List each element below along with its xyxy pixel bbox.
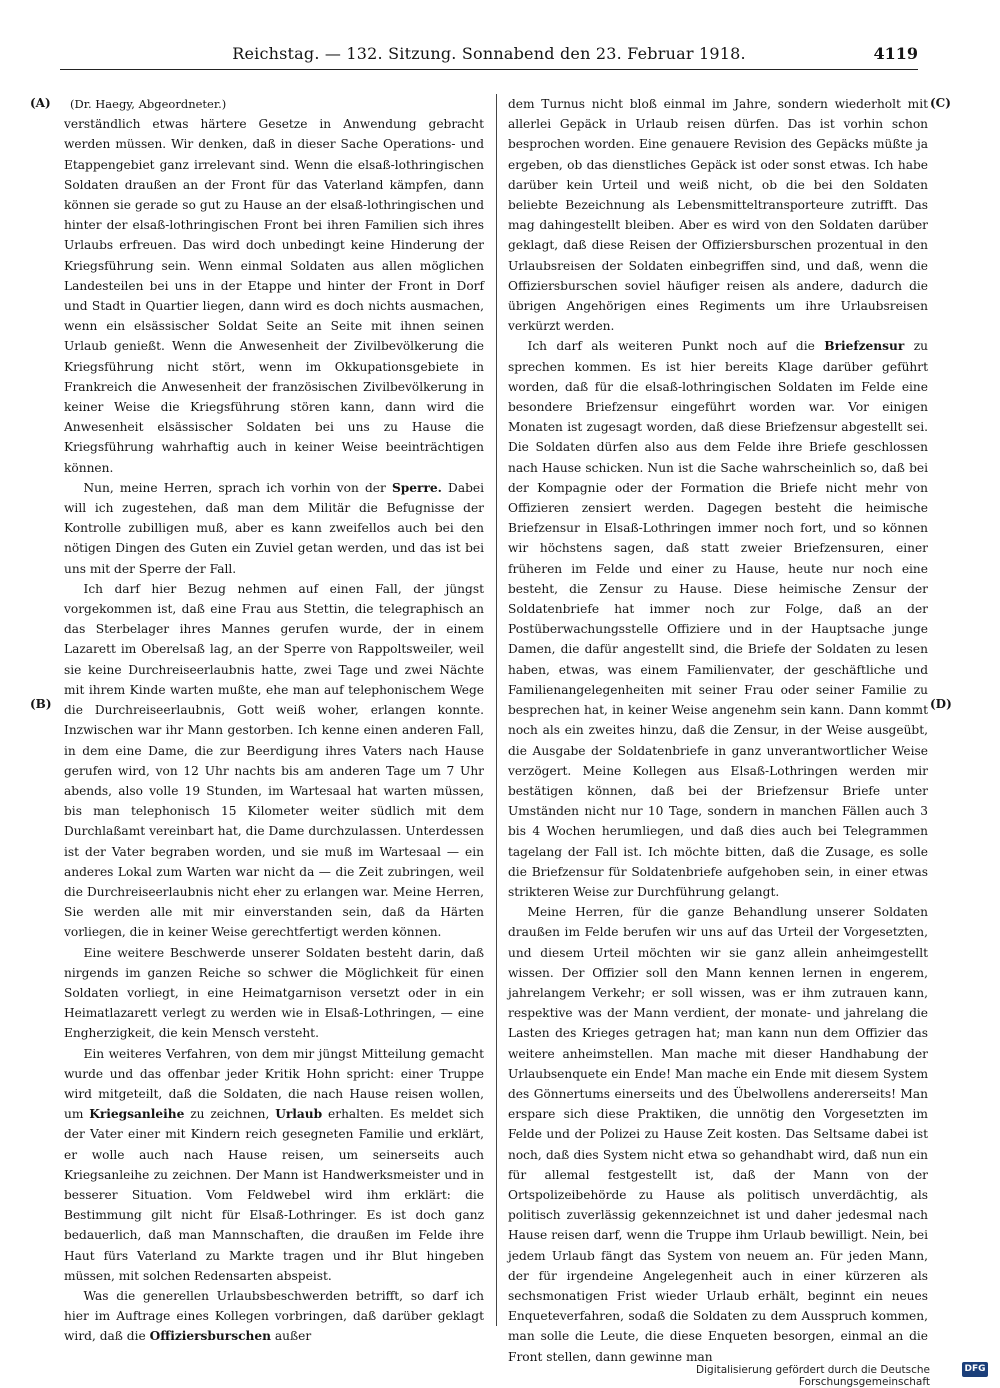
digitization-credit: Digitalisierung gefördert durch die Deutsche Forschungsgemeinschaft	[696, 1364, 930, 1388]
emphasis: Urlaub	[275, 1107, 323, 1122]
paragraph: Ich darf hier Bezug nehmen auf einen Fall, der jüngst vorgekommen ist, daß eine Frau aus Stettin, die telegraphisch an das Sterbelager ihres Mannes gerufen wurde, der in einem Lazarett im Oberelsaß lag, an der Sperre von Rappoltsweiler, weil sie keine Durchreiseerlaubnis hatte, zwei Tage und zwei Nächte mit ihrem Kinde warten mußte, ehe man auf telephonischem Wege die Durchreiseerlaubnis, Gott weiß woher, erlangen konnte. Inzwischen war ihr Mann gestorben. Ich kenne einen anderen Fall, in dem eine Dame, die zur Beerdigung ihres Vaters nach Hause gerufen wird, von 12 Uhr nachts bis am anderen Tage um 7 Uhr abends, also volle 19 Stunden, im Wartesaal hat warten müssen, bis man telephonisch 15 Kilometer weiter südlich mit dem Durchlaßamt vereinbart hat, die Dame durchzulassen. Unterdessen ist der Vater begraben worden, und sie muß im Wartesaal — ein anderes Lokal zum Warten war nicht da — die Zeit zubringen, weil die Durchreiseerlaubnis nicht eher zu erlangen war. Meine Herren, Sie werden alle mit mir einverstanden sein, daß da Härten vorliegen, die in keiner Weise gerechtfertigt werden können.	[64, 581, 484, 940]
page-number: 4119	[873, 44, 918, 63]
right-column	[508, 94, 928, 1364]
running-header	[60, 44, 918, 68]
paragraph: verständlich etwas härtere Gesetze in Anwendung gebracht werden müssen. Wir denken, daß in dieser Sache Operations- und Etappengebiet ganz irrelevant sind. Wenn die elsaß-lothringischen Soldaten draußen an der Front für das Vaterland kämpfen, dann können sie gerade so gut zu Hause an der elsaß-lothringischen und hinter der elsaß-lothringischen Front bei ihren Familien sich ihres Urlaubs erfreuen. Das wird doch unbedingt keine Hinderung der Kriegsführung sein. Wenn einmal Soldaten aus allen möglichen Landesteilen bei uns in der Etappe und hinter der Front in Dorf und Stadt in Quartier liegen, dann wird es doch nichts ausmachen, wenn ein elsässischer Soldat Seite an Seite mit ihnen seinen Urlaub genießt. Wenn die Anwesenheit der Zivilbevölkerung die Kriegsführung nicht stört, wenn im Okkupationsgebiete in Frankreich die Anwesenheit der französischen Zivilbevölkerung in keiner Weise die Kriegsführung stören kann, dann wird die Anwesenheit elsässischer Soldaten bei uns zu Hause die Kriegsführung wahrhaftig auch in keiner Weise beeinträchtigen können.	[64, 117, 484, 475]
emphasis: Kriegsanleihe	[89, 1107, 185, 1122]
paragraph: Was die generellen Urlaubsbeschwerden betrifft, so darf ich hier im Auftrage eines Kollegen vorbringen, daß darüber geklagt wird, daß die Offiziersburschen außer	[64, 1288, 484, 1344]
speaker-attribution: (Dr. Haegy, Abgeordneter.)	[70, 97, 227, 111]
emphasis: Sperre.	[391, 480, 442, 495]
paragraph: Meine Herren, für die ganze Behandlung unserer Soldaten draußen im Felde berufen wir uns auf das Urteil der Vorgesetzten, und diesem Urteil möchten wir sie ganz allein anheimgestellt wissen. Der Offizier soll den Mann kennen lernen in engerem, jahrelangem Verkehr; er soll wissen, was er ihm zutrauen kann, respektive was der Mann verdient, der monate- und jahrelang die Lasten des Krieges getragen hat; man kann nun dem Offizier das weitere anheimstellen. Man mache mit dieser Handhabung der Urlaubsenquete ein Ende! Man mache ein Ende mit diesem System des Gönnertums einerseits und des Übelwollens andererseits! Man erspare sich diese Praktiken, die unnötig den Vorgesetzten im Felde und der Polizei zu Hause Zeit kosten. Das Seltsame dabei ist noch, daß dies System nicht etwa so gehandhabt wird, daß nun ein für allemal festgestellt ist, daß der Mann von der Ortspolizeibehörde zu Hause als politisch unverdächtig, als politisch zuverlässig gekennzeichnet ist und daher jedesmal nach Hause reisen darf, wenn die Truppe ihm Urlaub bewilligt. Nein, bei jedem Urlaub fängt das System von neuem an. Für jeden Mann, der für irgendeine Angelegenheit auch in einer kürzeren als sechsmonatigen Frist wieder Urlaub erhält, beginnt ein neues Enqueteverfahren, sodaß die Soldaten zu dem Ausspruch kommen, man solle die Leute, die diese Enqueten besorgen, einmal an die Front stellen, dann gewinne man	[508, 905, 928, 1364]
margin-marker-d: (D)	[930, 697, 952, 711]
column-divider	[496, 94, 497, 1326]
header-rule	[60, 69, 918, 70]
paragraph: Eine weitere Beschwerde unserer Soldaten besteht darin, daß nirgends im ganzen Reiche so schwer die Möglichkeit für einen Soldaten vorliegt, in eine Heimatgarnison versetzt oder in ein Heimatlazarett verlegt zu werden wie in Elsaß-Lothringen, — eine Engherzigkeit, die kein Mensch versteht.	[64, 945, 484, 1041]
paragraph: Ein weiteres Verfahren, von dem mir jüngst Mitteilung gemacht wurde und das offenbar jeder Kritik Hohn spricht: einer Truppe wird mitgeteilt, daß die Soldaten, die nach Hause reisen wollen, um Kriegsanleihe zu zeichnen, Urlaub erhalten. Es meldet sich der Vater einer mit Kindern reich gesegneten Familie und erklärt, er wolle auch nach Hause reisen, um seinerseits auch Kriegsanleihe zu zeichnen. Der Mann ist Handwerksmeister und in besserer Situation. Vom Feldwebel wird ihm erklärt: die Bestimmung gilt nicht für Elsaß-Lothringer. Es ist doch ganz bedauerlich, daß man Mannschaften, die draußen im Felde ihre Haut fürs Vaterland zu Markte tragen und ihr Blut hingeben müssen, mit solchen Redensarten abspeist.	[64, 1046, 484, 1283]
left-column	[64, 94, 484, 1344]
margin-marker-b: (B)	[30, 697, 52, 711]
paragraph: Ich darf als weiteren Punkt noch auf die Briefzensur zu sprechen kommen. Es ist hier bereits Klage darüber geführt worden, daß für die elsaß-lothringischen Soldaten im Felde eine besondere Briefzensur eingeführt worden war. Vor einigen Monaten ist zugesagt worden, daß diese Briefzensur abgestellt sei. Die Soldaten dürfen also aus dem Felde ihre Briefe geschlossen nach Hause schicken. Nun ist die Sache wahrscheinlich so, daß bei der Kompagnie oder der Formation die Briefe nicht mehr von Offizieren zensiert werden. Dagegen besteht die heimische Briefzensur in Elsaß-Lothringen immer noch fort, und so können wir höchstens sagen, daß statt zweier Briefzensuren, einer früheren im Felde und einer zu Hause, heute nur noch eine besteht, die Zensur zu Hause. Diese heimische Zensur der Soldatenbriefe hat immer noch zur Folge, daß an der Postüberwachungsstelle Offiziere und in der Hauptsache junge Damen, die dafür angestellt sind, die Briefe der Soldaten zu lesen haben, etwas, was einem Familienvater, der geschäftliche und Familienangelegenheiten mit seiner Frau oder seiner Familie zu besprechen hat, in keiner Weise angenehm sein kann. Dann kommt noch als ein zweites hinzu, daß die Zensur, in der Weise ausgeübt, die Ausgabe der Soldatenbriefe in ganz unverantwortlicher Weise verzögert. Meine Kollegen aus Elsaß-Lothringen werden mir bestätigen können, daß bei der Briefzensur Briefe unter Umständen nicht nur 10 Tage, sondern in manchen Fällen auch 3 bis 4 Wochen herumliegen, und daß dies auch bei Telegrammen tagelang der Fall ist. Ich möchte bitten, daß die Zusage, es solle die Briefzensur für Soldatenbriefe aufgehoben sein, in einer etwas strikteren Weise zur Durchführung gelangt.	[508, 339, 928, 899]
emphasis: Offiziersburschen	[149, 1329, 271, 1344]
paragraph: Nun, meine Herren, sprach ich vorhin von der Sperre. Dabei will ich zugestehen, daß man dem Militär die Befugnisse der Kontrolle zubilligen muß, aber es kann zweifellos auch bei den nötigen Dingen des Guten ein Zuviel getan werden, und das ist bei uns mit der Sperre der Fall.	[64, 480, 484, 576]
paragraph: dem Turnus nicht bloß einmal im Jahre, sondern wiederholt mit allerlei Gepäck in Urlaub reisen dürfen. Das ist vorhin schon besprochen worden. Eine genauere Revision des Gepäcks müßte ja ergeben, ob das dienstliches Gepäck ist oder sonst etwas. Ich habe darüber kein Urteil und weiß nicht, ob die bei den Soldaten beliebte Bezeichnung als Lebensmitteltransporteure zutrifft. Das mag dahingestellt bleiben. Aber es wird von den Soldaten darüber geklagt, daß diese Reisen der Offiziersburschen prozentual in den Urlaubsreisen der Soldaten einbegriffen sind, und daß, wenn die Offiziersburschen soviel häufiger reisen als andere, dadurch die übrigen Angehörigen eines Regiments um ihre Urlaubsreisen verkürzt werden.	[508, 97, 928, 334]
dfg-logo: DFG	[962, 1362, 988, 1377]
margin-marker-a: (A)	[30, 96, 51, 110]
margin-marker-c: (C)	[930, 96, 951, 110]
emphasis: Briefzensur	[824, 339, 905, 354]
header-title: Reichstag. — 132. Sitzung. Sonnabend den 23. Februar 1918.	[232, 44, 746, 63]
